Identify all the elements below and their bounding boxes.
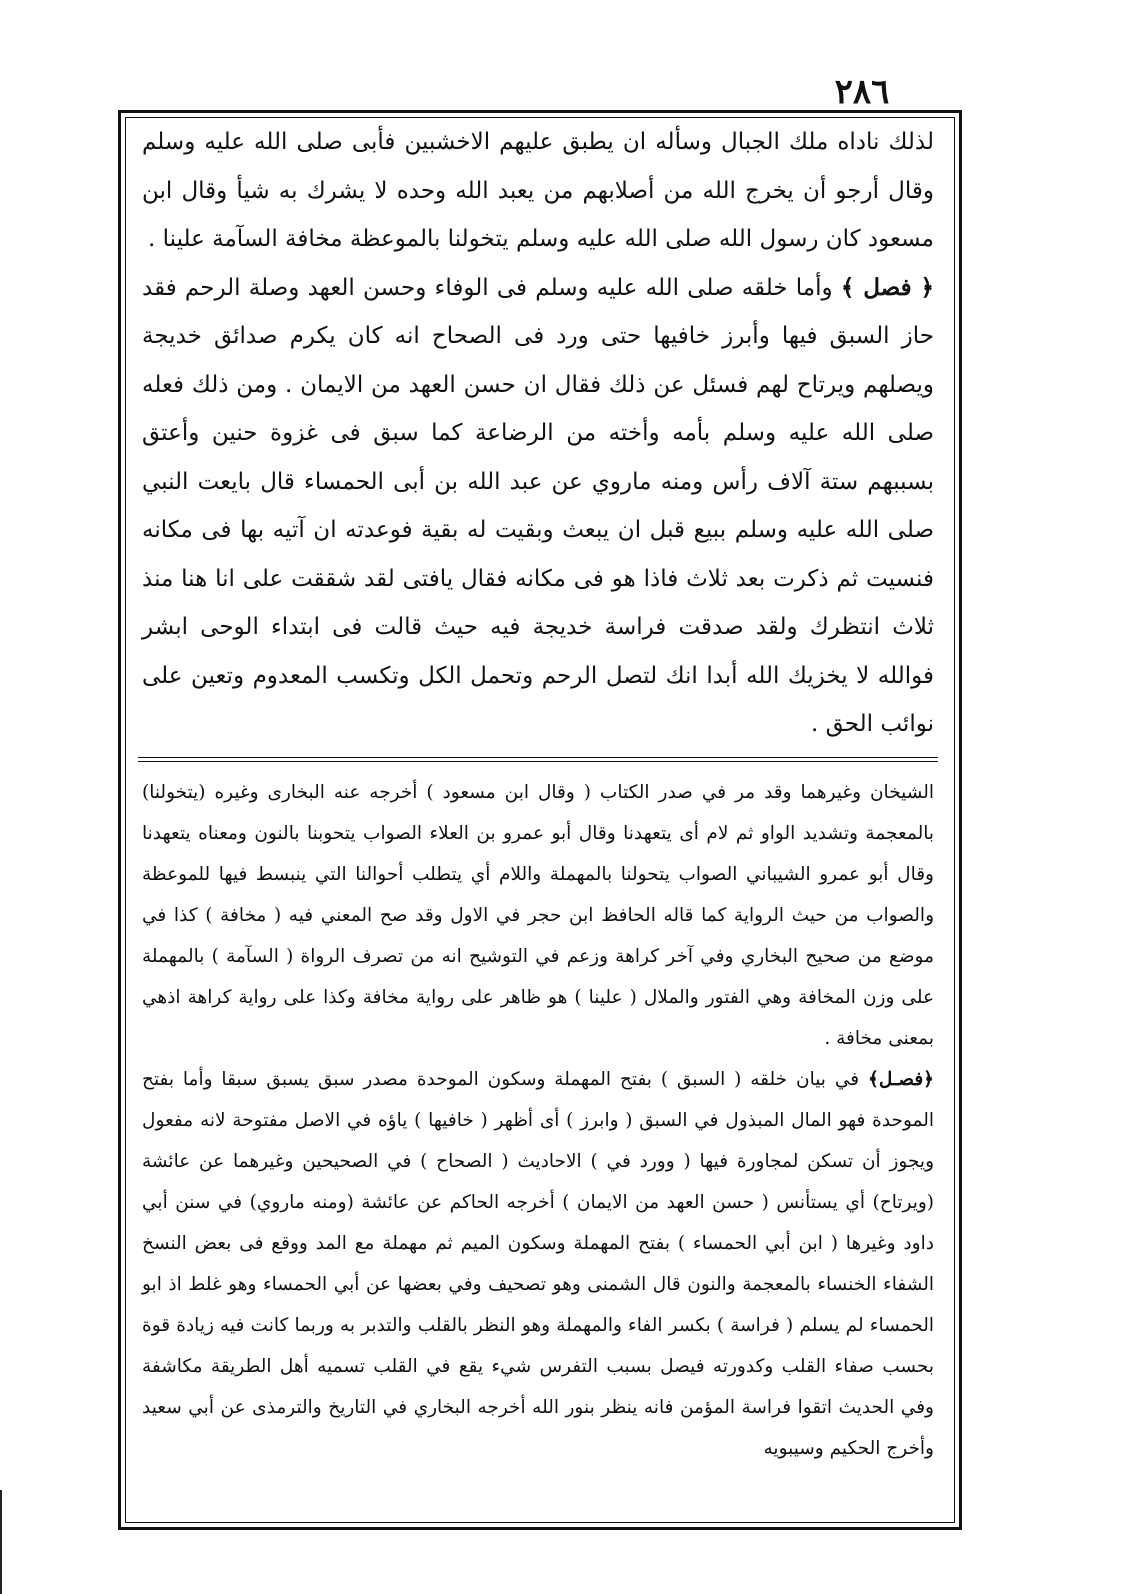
main-paragraph-1: لذلك ناداه ملك الجبال وسأله ان يطبق عليهم الاخشبين فأبى صلى الله عليه وسلم وقال أرجو أن يخرج الله من أصلابهم من يعبد الله وحده لا يشرك به شيأ وقال ابن مسعود كان رسول الله صلى الله عليه وسلم يتخولنا بالموعظة مخافة السآمة علينا . bbox=[142, 129, 934, 252]
main-fasl-heading: ﴿ فصل ﴾ bbox=[840, 273, 935, 301]
commentary-text bbox=[138, 772, 938, 1469]
commentary-paragraph-1: الشيخان وغيرهما وقد مر في صدر الكتاب ( وقال ابن مسعود ) أخرجه عنه البخارى وغيره (يتخولنا) بالمعجمة وتشديد الواو ثم لام أى يتعهدنا وقال أبو عمرو بن العلاء الصواب يتحوبنا بالنون ومعناه يتعهدنا وقال أبو عمرو الشيباني الصواب يتحولنا بالمهملة واللام أي يتطلب أحوالنا التي ينبسط فيها للموعظة والصواب من حيث الرواية كما قاله الحافظ ابن حجر في الاول وقد صح المعني فيه ( مخافة ) كذا في موضع من صحيح البخاري وفي آخر كراهة وزعم في التوشيح انه من تصرف الرواة ( السآمة ) بالمهملة على وزن المخافة وهي الفتور والملال ( علينا ) هو ظاهر على رواية مخافة وكذا على رواية كراهة اذهي بمعنى مخافة . bbox=[142, 781, 934, 1049]
main-paragraph-2-text: وأما خلقه صلى الله عليه وسلم فى الوفاء وحسن العهد وصلة الرحم فقد حاز السبق فيها وأبرز خافيها حتى ورد فى الصحاح انه كان يكرم صدائق خديجة ويصلهم ويرتاح لهم فسئل عن ذلك فقال ان حسن العهد من الايمان . ومن ذلك فعله صلى الله عليه وسلم بأمه وأخته من الرضاعة كما سبق فى غزوة حنين وأعتق بسببهم ستة آلاف رأس ومنه ماروي عن عبد الله بن أبى الحمساء قال بايعت النبي صلى الله عليه وسلم ببيع قبل ان يبعث وبقيت له بقية فوعدته ان آتيه بها فى مكانه فنسيت ثم ذكرت بعد ثلاث فاذا هو فى مكانه فقال يافتى لقد شققت على انا هنا منذ ثلاث انتظرك ولقد صدقت فراسة خديجة فيه حيث قالت فى ابتداء الوحى ابشر فوالله لا يخزيك الله أبدا انك لتصل الرحم وتحمل الكل وتكسب المعدوم وتعين على نوائب الحق . bbox=[142, 274, 934, 737]
page-content bbox=[138, 118, 938, 1469]
commentary-paragraph-2-text: في بيان خلقه ( السبق ) بفتح المهملة وسكون الموحدة مصدر سبق يسبق سبقا وأما بفتح الموحدة فهو المال المبذول في السبق ( وابرز ) أى أظهر ( خافيها ) ياؤه في الاصل مفتوحة لانه مفعول ويجوز أن تسكن لمجاورة فيها ( وورد في ) الاحاديث ( الصحاح ) في الصحيحين وغيرهما عن عائشة (ويرتاح) أي يستأنس ( حسن العهد من الايمان ) أخرجه الحاكم عن عائشة (ومنه ماروي) في سنن أبي داود وغيرها ( ابن أبي الحمساء ) بفتح المهملة وسكون الميم ثم مهملة مع المد ووقع فى بعض النسخ الشفاء الخنساء بالمعجمة والنون قال الشمنى وهو تصحيف وفي بعضها عن أبي الحمساء وهو غلط اذ ابو الحمساء لم يسلم ( فراسة ) بكسر الفاء والمهملة وهو النظر بالقلب والتدبر به وربما كانت فيه زيادة قوة بحسب صفاء القلب وكدورته فيصل بسبب التفرس شيء يقع في القلب تسميه أهل الطريقة مكاشفة وفي الحديث اتقوا فراسة المؤمن فانه ينظر بنور الله أخرجه البخاري في التاريخ والترمذى عن أبي سعيد وأخرج الحكيم وسيبويه bbox=[142, 1068, 934, 1459]
page-edge-mark bbox=[0, 1490, 8, 1594]
section-separator bbox=[138, 757, 938, 762]
commentary-paragraph-2 bbox=[142, 1059, 934, 1469]
main-text bbox=[138, 118, 938, 749]
page-number: ٢٨٦ bbox=[834, 72, 890, 112]
commentary-fasl-heading: ﴿فصـل﴾ bbox=[868, 1068, 934, 1090]
main-paragraph-2 bbox=[142, 264, 934, 749]
